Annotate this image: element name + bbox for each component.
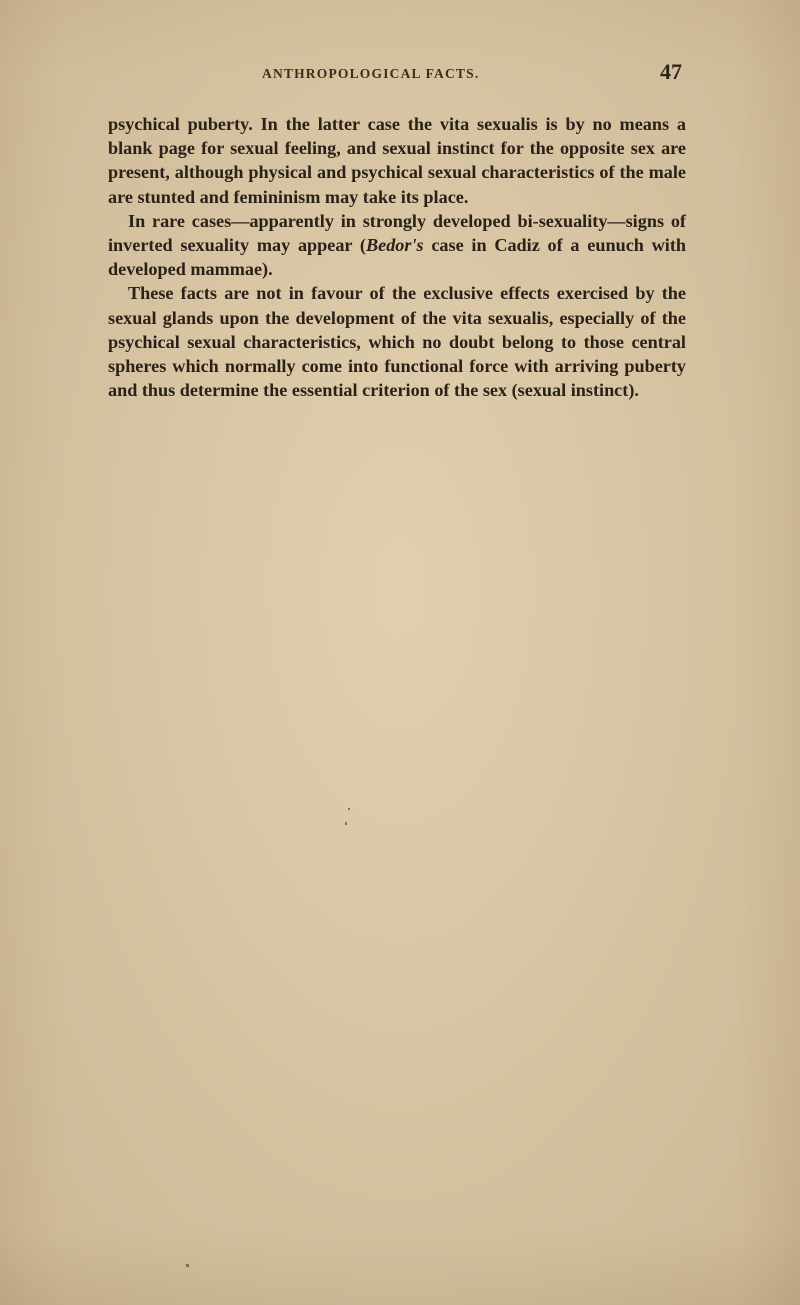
running-head	[108, 59, 682, 88]
paragraph-2-text-end: case in Cadiz of a eunuch with developed mammae).	[108, 235, 686, 280]
paragraph-2-italic-name: Bedor's	[365, 235, 424, 256]
paragraph-2	[108, 209, 686, 282]
ink-speck	[345, 822, 347, 825]
paragraph-2-text-start: In rare cases—apparently in strongly developed bi-sexuality—signs of inverted sexuality may appear (	[108, 210, 686, 256]
paragraph-1: psychical puberty. In the latter case the vita sexualis is by no means a blank page for sexual feeling, and sexual instinct for the opposite sex are present, although physical and psychical sexual characteristics of the male are stunted and femininism may take its place.	[108, 114, 686, 207]
body-text	[108, 112, 686, 402]
ink-speck	[348, 808, 350, 810]
running-title: ANTHROPOLOGICAL FACTS.	[262, 66, 480, 81]
paragraph-3: These facts are not in favour of the exclusive effects exercised by the sexual glands upon the development of the vita sexualis, especially of the psychical sexual characteristics, which no doubt belong to those central spheres which normally come into functional force with arriving puberty and thus determine the essential criterion of the sex (sexual instinct).	[108, 283, 686, 401]
page-number: 47	[660, 59, 682, 84]
ink-speck	[186, 1264, 189, 1267]
